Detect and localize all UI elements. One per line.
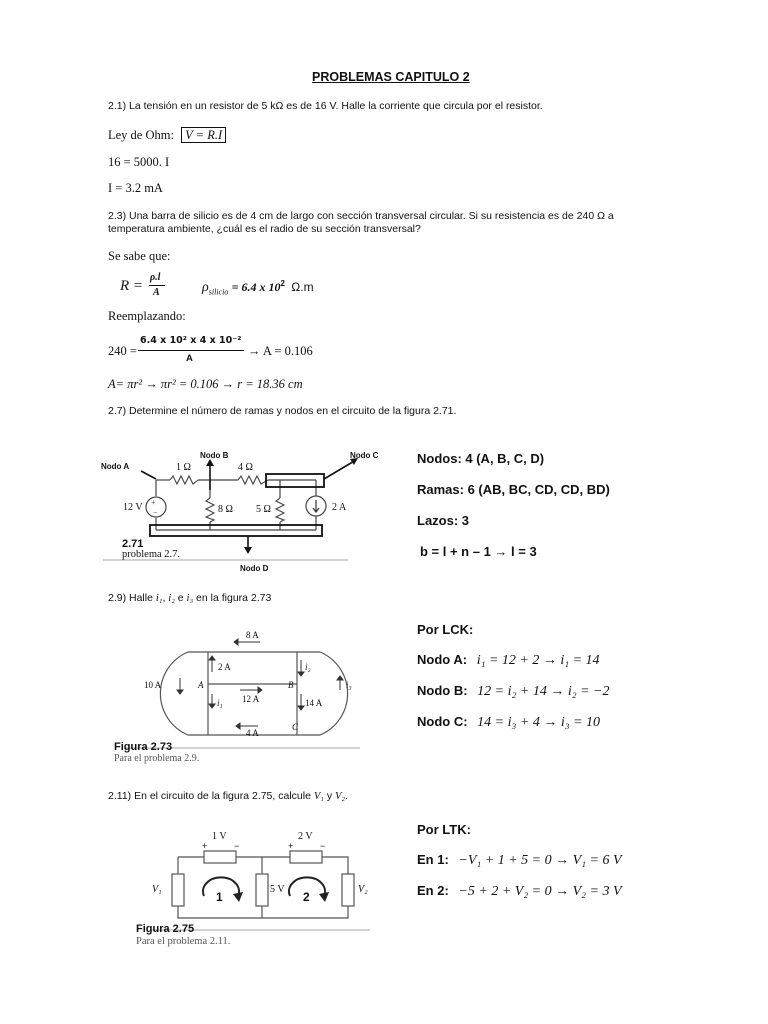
p29-nodo-b [417,683,609,700]
r-numerator: ρ.l [150,272,161,283]
p211-por-ltk: Por LTK: [417,822,471,837]
area-equation [108,335,428,371]
lbl-v1: V₁ [152,884,162,895]
p29-por-lck: Por LCK: [417,622,474,637]
p29-nodo-a-label: Nodo A: [417,652,468,667]
lbl-2v-minus: − [320,841,326,851]
ohm-law-line [108,128,226,143]
lbl-2v-plus: + [288,841,294,851]
lbl-10a: 10 A [144,680,162,690]
rho-symbol: ρ [202,280,209,295]
lbl-14a: 14 A [305,698,323,708]
lbl-v2: V₂ [358,884,368,895]
label-nodo-b: Nodo B [200,451,229,460]
svg-text:+: + [151,498,156,507]
p29-nodo-c [417,714,600,731]
p29-stmt-i3: i₃ [186,593,194,604]
figure-2-71 [98,446,388,586]
label-r2: 4 Ω [238,462,253,473]
p211-en-1 [417,852,622,869]
p211-stmt-v2: V₂ [335,791,346,802]
problem-2-3-statement-line1: 2.3) Una barra de silicio es de 4 cm de largo con sección transversal circular. Si su resistencia es de 240 Ω a [108,210,614,222]
p211-en-2-eq: −5 + 2 + V₂ = 0 → V₂ = 3 V [458,884,622,899]
page-title: PROBLEMAS CAPITULO 2 [312,70,470,84]
lbl-5v: 5 V [270,884,285,895]
lbl-node-b: B [288,680,294,690]
lbl-1v-minus: − [234,841,240,851]
rho-subscript: silicio [208,287,229,297]
lbl-i3: i₃ [346,680,352,690]
eq-lhs: 240 = [108,344,137,358]
label-r3: 8 Ω [218,504,233,515]
fig-2-71-number: 2.71 [122,538,144,550]
p211-en-1-label: En 1: [417,852,449,867]
lbl-8a: 8 A [246,630,259,640]
r-lhs: R = [120,278,144,294]
loop-2-label: 2 [303,890,310,904]
lbl-node-a: A [198,680,204,690]
figure-2-73 [110,620,380,770]
ohm-law-formula: V = R.I [181,127,226,143]
p29-nodo-a [417,652,600,669]
problem-2-11-statement [108,790,348,802]
fig-2-75-number: Figura 2.75 [136,923,195,935]
eq-result: → A = 0.106 [248,344,313,358]
p29-nodo-c-label: Nodo C: [417,714,468,729]
p29-stmt-i2: i₂ [168,593,175,604]
p27-ramas: Ramas: 6 (AB, BC, CD, CD, BD) [417,482,610,497]
se-sabe-label: Se sabe que: [108,249,171,263]
r-fraction-bar [149,285,165,286]
lbl-i1: i₁ [217,698,223,708]
radius-result-line: A= πr² → πr² = 0.106 → r = 18.36 cm [108,377,303,391]
p211-en-1-eq: −V₁ + 1 + 5 = 0 → V₁ = 6 V [458,853,622,868]
eq-numerator: 6.4 x 10² x 4 x 10⁻² [140,335,242,346]
p29-stmt-sep1: , [162,592,169,604]
svg-text:−: − [153,508,158,517]
label-nodo-a: Nodo A [101,462,130,471]
lbl-12a: 12 A [242,694,260,704]
problem-2-1-statement: 2.1) La tensión en un resistor de 5 kΩ es de 16 V. Halle la corriente que circula por el resistor. [108,100,543,112]
p29-stmt-sep2: e [174,592,187,604]
fig-2-73-caption: Para el problema 2.9. [114,753,200,764]
rho-value: = 6.4 x 10 [231,280,281,294]
p211-stmt-pre: 2.11) En el circuito de la figura 2.75, calcule [108,790,314,802]
label-r4: 5 Ω [256,504,271,515]
p27-formula: b = l + n – 1 → l = 3 [420,544,537,559]
p29-nodo-b-eq: 12 = i₂ + 14 → i₂ = −2 [477,684,610,699]
p211-en-2-label: En 2: [417,883,449,898]
p211-stmt-v1: V₁ [313,791,324,802]
label-12v: 12 V [123,502,143,513]
p211-en-2 [417,883,622,900]
rho-unit: Ω.m [291,280,314,294]
p29-stmt-post: en la figura 2.73 [193,592,272,604]
p29-nodo-a-eq: i₁ = 12 + 2 → i₁ = 14 [476,653,600,668]
eq-fraction-bar [138,350,244,351]
label-r1: 1 Ω [176,462,191,473]
problem-2-9-statement [108,592,271,604]
reemplazando-label: Reemplazando: [108,309,186,323]
eq-denominator: A [186,353,193,364]
p21-step-1: 16 = 5000. I [108,155,170,169]
label-2a: 2 A [332,502,347,513]
lbl-2a: 2 A [218,662,231,672]
lbl-2v: 2 V [298,831,313,842]
p211-stmt-sep: y [323,790,336,802]
rho-definition [202,279,314,296]
fig-2-73-number: Figura 2.73 [114,741,173,753]
lbl-i2: i₂ [305,662,311,672]
label-nodo-c: Nodo C [350,451,379,460]
p211-stmt-post: . [345,790,349,802]
fig-2-75-caption: Para el problema 2.11. [136,936,231,947]
lbl-1v-plus: + [202,841,208,851]
fig-2-71-caption: problema 2.7. [122,549,181,560]
lbl-4a: 4 A [246,728,259,738]
ohm-law-label: Ley de Ohm: [108,128,174,142]
lbl-1v: 1 V [212,831,227,842]
p27-nodos: Nodos: 4 (A, B, C, D) [417,451,545,466]
p27-lazos: Lazos: 3 [417,513,470,528]
rho-exponent: 2 [280,279,285,288]
loop-1-label: 1 [216,890,223,904]
lbl-node-c: C [292,722,299,732]
problem-2-3-statement-line2: temperatura ambiente, ¿cuál es el radio de su sección transversal? [108,223,421,235]
p21-step-2: I = 3.2 mA [108,181,163,195]
problem-2-7-statement: 2.7) Determine el número de ramas y nodos en el circuito de la figura 2.71. [108,405,457,417]
r-denominator: A [153,287,160,298]
label-nodo-d: Nodo D [240,564,269,573]
p29-nodo-b-label: Nodo B: [417,683,468,698]
p29-stmt-i1: i₁ [155,593,163,604]
p29-nodo-c-eq: 14 = i₃ + 4 → i₃ = 10 [477,715,601,730]
figure-2-75 [136,826,390,954]
p29-stmt-pre: 2.9) Halle [108,592,156,604]
